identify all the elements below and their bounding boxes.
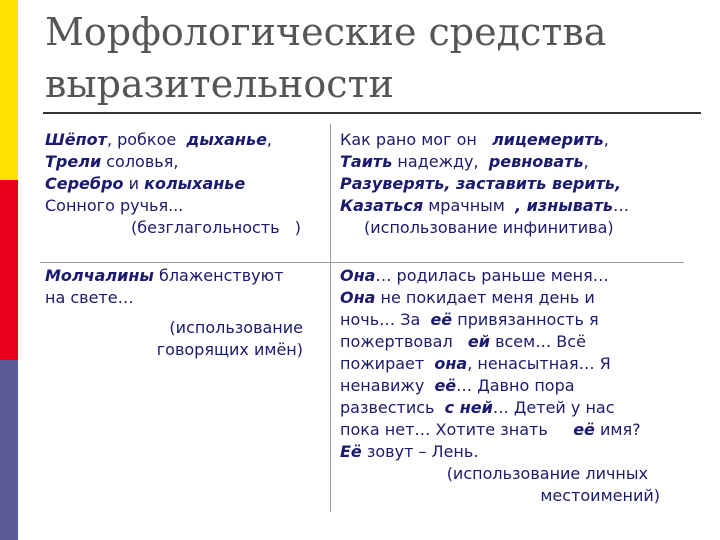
slide-title-line1: Морфологические средства	[45, 10, 607, 54]
plain-text: ночь… За	[340, 310, 431, 329]
cell-top-left	[45, 129, 330, 239]
cell-note: местоимений)	[540, 486, 660, 505]
plain-text: пожирает	[340, 354, 435, 373]
plain-text: мрачным	[423, 196, 516, 215]
plain-text: имя?	[594, 420, 641, 439]
text-line	[340, 419, 680, 441]
plain-text: блаженствуют	[153, 266, 284, 285]
text-line	[45, 129, 330, 151]
accent-bar-red	[0, 180, 18, 360]
accent-bar-purple	[0, 360, 18, 540]
emphasized-word: её	[573, 420, 595, 439]
emphasized-word: лицемерить	[492, 130, 604, 149]
cell-top-right	[340, 129, 680, 239]
emphasized-word: с ней	[444, 398, 493, 417]
text-line	[340, 331, 680, 353]
plain-text: привязанность я	[452, 310, 599, 329]
cell-note: (использование личных	[446, 464, 648, 483]
plain-text: … родилась раньше меня…	[375, 266, 609, 285]
plain-text: …	[613, 196, 630, 215]
text-line	[340, 441, 680, 463]
text-line: на свете…	[45, 288, 134, 307]
cell-note: (использование инфинитива)	[364, 218, 614, 237]
plain-text: ненавижу	[340, 376, 435, 395]
table-vertical-divider	[330, 124, 331, 512]
plain-text: Как рано мог он	[340, 130, 493, 149]
cell-note: (безглагольность )	[131, 218, 302, 237]
text-line	[340, 353, 680, 375]
plain-text: не покидает меня день и	[375, 288, 595, 307]
text-line	[340, 397, 680, 419]
emphasized-word: Она	[340, 266, 376, 285]
plain-text: и	[123, 174, 145, 193]
emphasized-word: её	[434, 376, 457, 395]
emphasized-word: её	[430, 310, 453, 329]
emphasized-word: колыханье	[144, 174, 246, 193]
text-line	[340, 309, 680, 331]
emphasized-word: она	[434, 354, 468, 373]
text-line	[340, 375, 680, 397]
emphasized-word: дыханье	[186, 130, 267, 149]
text-line	[45, 173, 330, 195]
text-line	[340, 151, 680, 173]
emphasized-word: Серебро	[45, 174, 124, 193]
text-line	[340, 129, 680, 151]
plain-text: , робкое	[106, 130, 187, 149]
emphasized-word: Таить	[340, 152, 393, 171]
text-line	[340, 287, 680, 309]
text-line	[340, 265, 680, 287]
plain-text: всем… Всё	[489, 332, 586, 351]
plain-text: ,	[603, 130, 609, 149]
title-underline	[43, 112, 701, 114]
text-line: Сонного ручья...	[45, 196, 184, 215]
table-horizontal-divider	[40, 262, 684, 263]
emphasized-word: Её	[340, 442, 362, 461]
cell-bottom-left	[45, 265, 325, 361]
emphasized-word: Шёпот	[45, 130, 107, 149]
text-line: Разуверять, заставить верить,	[340, 174, 622, 193]
plain-text: развестись	[340, 398, 445, 417]
emphasized-word: Казаться	[340, 196, 424, 215]
emphasized-word: Молчалины	[45, 266, 154, 285]
plain-text: ,	[583, 152, 589, 171]
cell-bottom-right	[340, 265, 680, 507]
emphasized-word: Трели	[45, 152, 102, 171]
emphasized-word: ревновать	[488, 152, 584, 171]
plain-text: соловья,	[101, 152, 179, 171]
text-line	[45, 265, 325, 287]
accent-bar-yellow	[0, 0, 18, 180]
plain-text: ,	[266, 130, 273, 149]
emphasized-word: ей	[467, 332, 490, 351]
text-line	[340, 195, 680, 217]
slide-title-line2: выразительности	[45, 62, 394, 106]
plain-text: … Детей у нас	[492, 398, 615, 417]
plain-text: , ненасытная… Я	[467, 354, 611, 373]
plain-text: зовут – Лень.	[361, 442, 479, 461]
emphasized-word: Она	[340, 288, 376, 307]
cell-note: говорящих имён)	[156, 340, 303, 359]
cell-note: (использование	[169, 318, 303, 337]
plain-text: пока нет… Хотите знать	[340, 420, 574, 439]
plain-text: пожертвовал	[340, 332, 468, 351]
text-line	[45, 151, 330, 173]
slide-title	[45, 6, 685, 110]
plain-text: … Давно пора	[456, 376, 575, 395]
plain-text: надежду,	[392, 152, 489, 171]
emphasized-word: , изнывать	[515, 196, 614, 215]
